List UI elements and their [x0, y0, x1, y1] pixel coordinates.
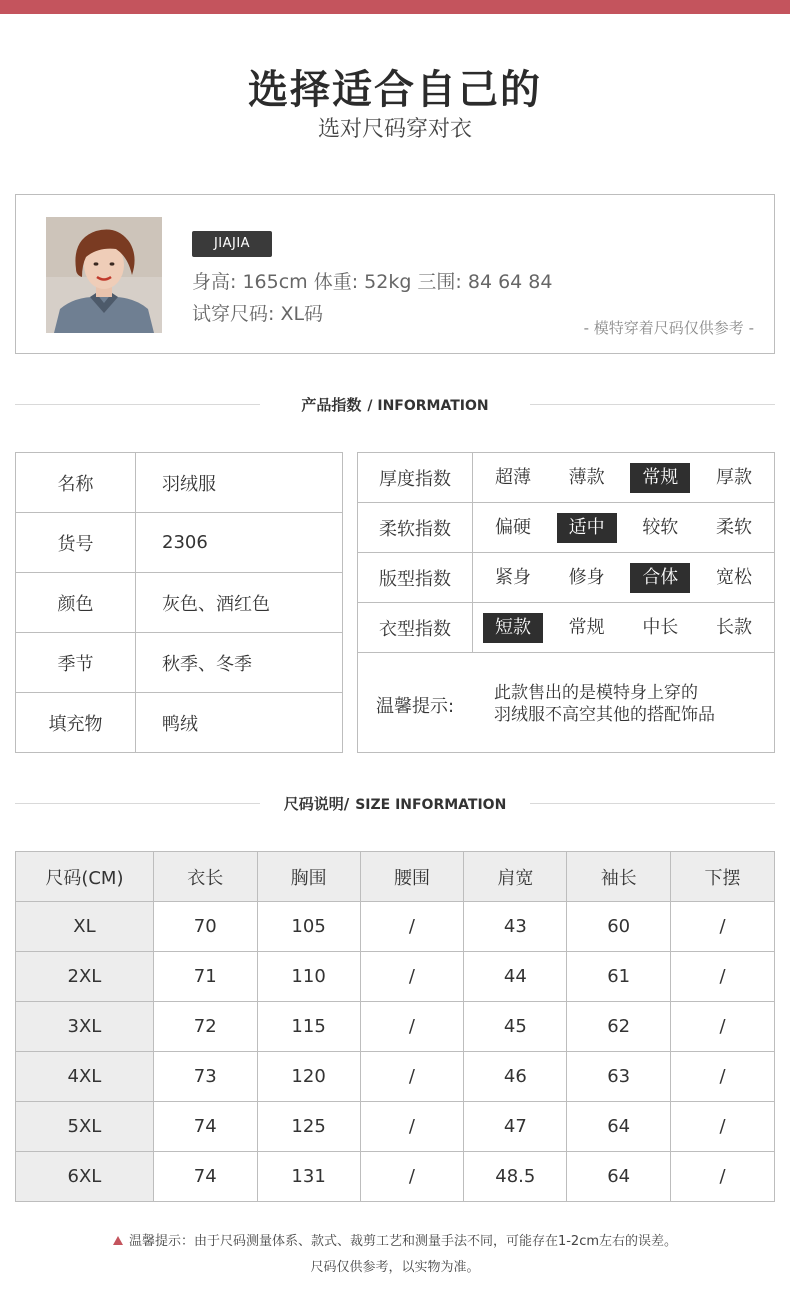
index-options: [473, 553, 775, 603]
info-label: 颜色: [16, 573, 136, 633]
index-options: [473, 453, 775, 503]
table-row: [16, 693, 343, 753]
column-header: 腰围: [360, 852, 464, 902]
size-warning: [0, 1230, 790, 1249]
warning-text: 温馨提示：由于尺码测量体系、款式、裁剪工艺和测量手法不同，可能存在1-2cm左右的误差。: [128, 1234, 678, 1249]
info-label: 名称: [16, 453, 136, 513]
table-row: [16, 633, 343, 693]
index-option: 厚款: [715, 466, 752, 488]
index-options: [473, 603, 775, 653]
table-row: [358, 553, 775, 603]
tip-label: 温馨提示:: [376, 695, 455, 717]
size-value-cell: 62: [567, 1002, 671, 1052]
index-option-selected: 合体: [630, 563, 690, 593]
size-label-cell: XL: [16, 902, 154, 952]
size-info-heading: [15, 793, 775, 815]
info-value: 2306: [136, 513, 343, 573]
table-row: [16, 902, 775, 952]
info-label: 填充物: [16, 693, 136, 753]
tip-line: 此款售出的是模特身上穿的: [494, 682, 698, 703]
table-row: [16, 952, 775, 1002]
info-value: 灰色、酒红色: [136, 573, 343, 633]
size-label-cell: 3XL: [16, 1002, 154, 1052]
size-value-cell: 43: [464, 902, 567, 952]
table-header-row: [16, 852, 775, 902]
size-value-cell: 74: [153, 1102, 257, 1152]
index-option: 偏硬: [495, 516, 531, 538]
size-value-cell: 131: [257, 1152, 360, 1202]
size-value-cell: /: [360, 952, 464, 1002]
column-header: 衣长: [153, 852, 257, 902]
index-options: [473, 503, 775, 553]
index-label: 厚度指数: [358, 453, 473, 503]
size-value-cell: 120: [257, 1052, 360, 1102]
index-option-selected: 短款: [483, 613, 543, 643]
heading-text: [15, 394, 775, 415]
index-label: 衣型指数: [358, 603, 473, 653]
index-option: 薄款: [568, 466, 605, 488]
size-value-cell: 47: [464, 1102, 567, 1152]
index-option: 紧身: [495, 566, 531, 588]
index-option: 修身: [568, 566, 605, 588]
heading-cn: 产品指数: [301, 396, 362, 414]
size-value-cell: 48.5: [464, 1152, 567, 1202]
model-trial-size: 试穿尺码: XL码: [192, 303, 324, 325]
table-row: [358, 453, 775, 503]
product-info-table: [15, 452, 343, 753]
size-value-cell: 74: [153, 1152, 257, 1202]
model-photo: [46, 217, 162, 333]
heading-en: SIZE INFORMATION: [355, 797, 507, 813]
tip-cell: [358, 653, 775, 753]
size-value-cell: 63: [567, 1052, 671, 1102]
page-subtitle: 选对尺码穿对衣: [317, 117, 472, 142]
info-label: 季节: [16, 633, 136, 693]
size-label-cell: 4XL: [16, 1052, 154, 1102]
size-label-cell: 5XL: [16, 1102, 154, 1152]
index-option-selected: 适中: [557, 513, 617, 543]
size-value-cell: 64: [567, 1152, 671, 1202]
index-label: 版型指数: [358, 553, 473, 603]
info-value: 羽绒服: [136, 453, 343, 513]
size-value-cell: 61: [567, 952, 671, 1002]
size-value-cell: /: [360, 1002, 464, 1052]
index-option: 超薄: [495, 466, 531, 488]
heading-cn: 尺码说明/: [283, 795, 350, 813]
size-value-cell: /: [671, 952, 775, 1002]
size-value-cell: 110: [257, 952, 360, 1002]
table-row: [16, 1102, 775, 1152]
table-row: [16, 513, 343, 573]
index-option: 长款: [715, 616, 752, 638]
size-value-cell: 72: [153, 1002, 257, 1052]
size-value-cell: /: [671, 1152, 775, 1202]
size-value-cell: 115: [257, 1002, 360, 1052]
index-option: 柔软: [715, 516, 752, 538]
size-value-cell: 64: [567, 1102, 671, 1152]
index-option: 中长: [642, 616, 679, 638]
column-header: 胸围: [257, 852, 360, 902]
size-label-cell: 6XL: [16, 1152, 154, 1202]
table-row: [358, 653, 775, 753]
index-option-selected: 常规: [630, 463, 690, 493]
size-value-cell: /: [360, 902, 464, 952]
model-info-card: [15, 194, 775, 354]
size-value-cell: /: [360, 1102, 464, 1152]
tip-text: [494, 682, 715, 726]
column-header: 尺码(CM): [16, 852, 154, 902]
size-value-cell: /: [671, 1002, 775, 1052]
size-value-cell: 125: [257, 1102, 360, 1152]
model-name-tag: JIAJIA: [192, 231, 272, 257]
model-measurements: 身高: 165cm 体重: 52kg 三围: 84 64 84: [192, 271, 553, 293]
size-value-cell: /: [671, 1102, 775, 1152]
warning-icon: [113, 1236, 123, 1245]
model-size-note: - 模特穿着尺码仅供参考 -: [583, 319, 754, 337]
table-row: [16, 453, 343, 513]
heading-en: / INFORMATION: [367, 398, 489, 414]
table-row: [358, 603, 775, 653]
heading-text: [15, 793, 775, 814]
size-value-cell: /: [671, 1052, 775, 1102]
size-value-cell: 105: [257, 902, 360, 952]
size-value-cell: 60: [567, 902, 671, 952]
info-value: 鸭绒: [136, 693, 343, 753]
column-header: 袖长: [567, 852, 671, 902]
table-row: [16, 1002, 775, 1052]
column-header: 肩宽: [464, 852, 567, 902]
size-value-cell: 45: [464, 1002, 567, 1052]
info-label: 货号: [16, 513, 136, 573]
size-value-cell: 71: [153, 952, 257, 1002]
index-label: 柔软指数: [358, 503, 473, 553]
page-title: 选择适合自己的: [248, 67, 542, 113]
product-info-heading: [15, 394, 775, 416]
top-accent-bar: [0, 0, 790, 14]
info-value: 秋季、冬季: [136, 633, 343, 693]
size-value-cell: 46: [464, 1052, 567, 1102]
size-label-cell: 2XL: [16, 952, 154, 1002]
size-reference-note: 尺码仅供参考，以实物为准。: [310, 1260, 480, 1275]
table-row: [16, 1152, 775, 1202]
size-value-cell: 44: [464, 952, 567, 1002]
index-option: 宽松: [715, 566, 752, 588]
size-chart-table: [15, 851, 775, 1202]
size-value-cell: /: [671, 902, 775, 952]
table-row: [16, 1052, 775, 1102]
size-value-cell: 73: [153, 1052, 257, 1102]
table-row: [16, 573, 343, 633]
index-option: 常规: [568, 616, 605, 638]
size-value-cell: /: [360, 1152, 464, 1202]
table-row: [358, 503, 775, 553]
size-value-cell: /: [360, 1052, 464, 1102]
tip-line: 羽绒服不高空其他的搭配饰品: [494, 704, 715, 725]
size-value-cell: 70: [153, 902, 257, 952]
column-header: 下摆: [671, 852, 775, 902]
index-option: 较软: [642, 516, 679, 538]
product-index-table: [357, 452, 775, 753]
